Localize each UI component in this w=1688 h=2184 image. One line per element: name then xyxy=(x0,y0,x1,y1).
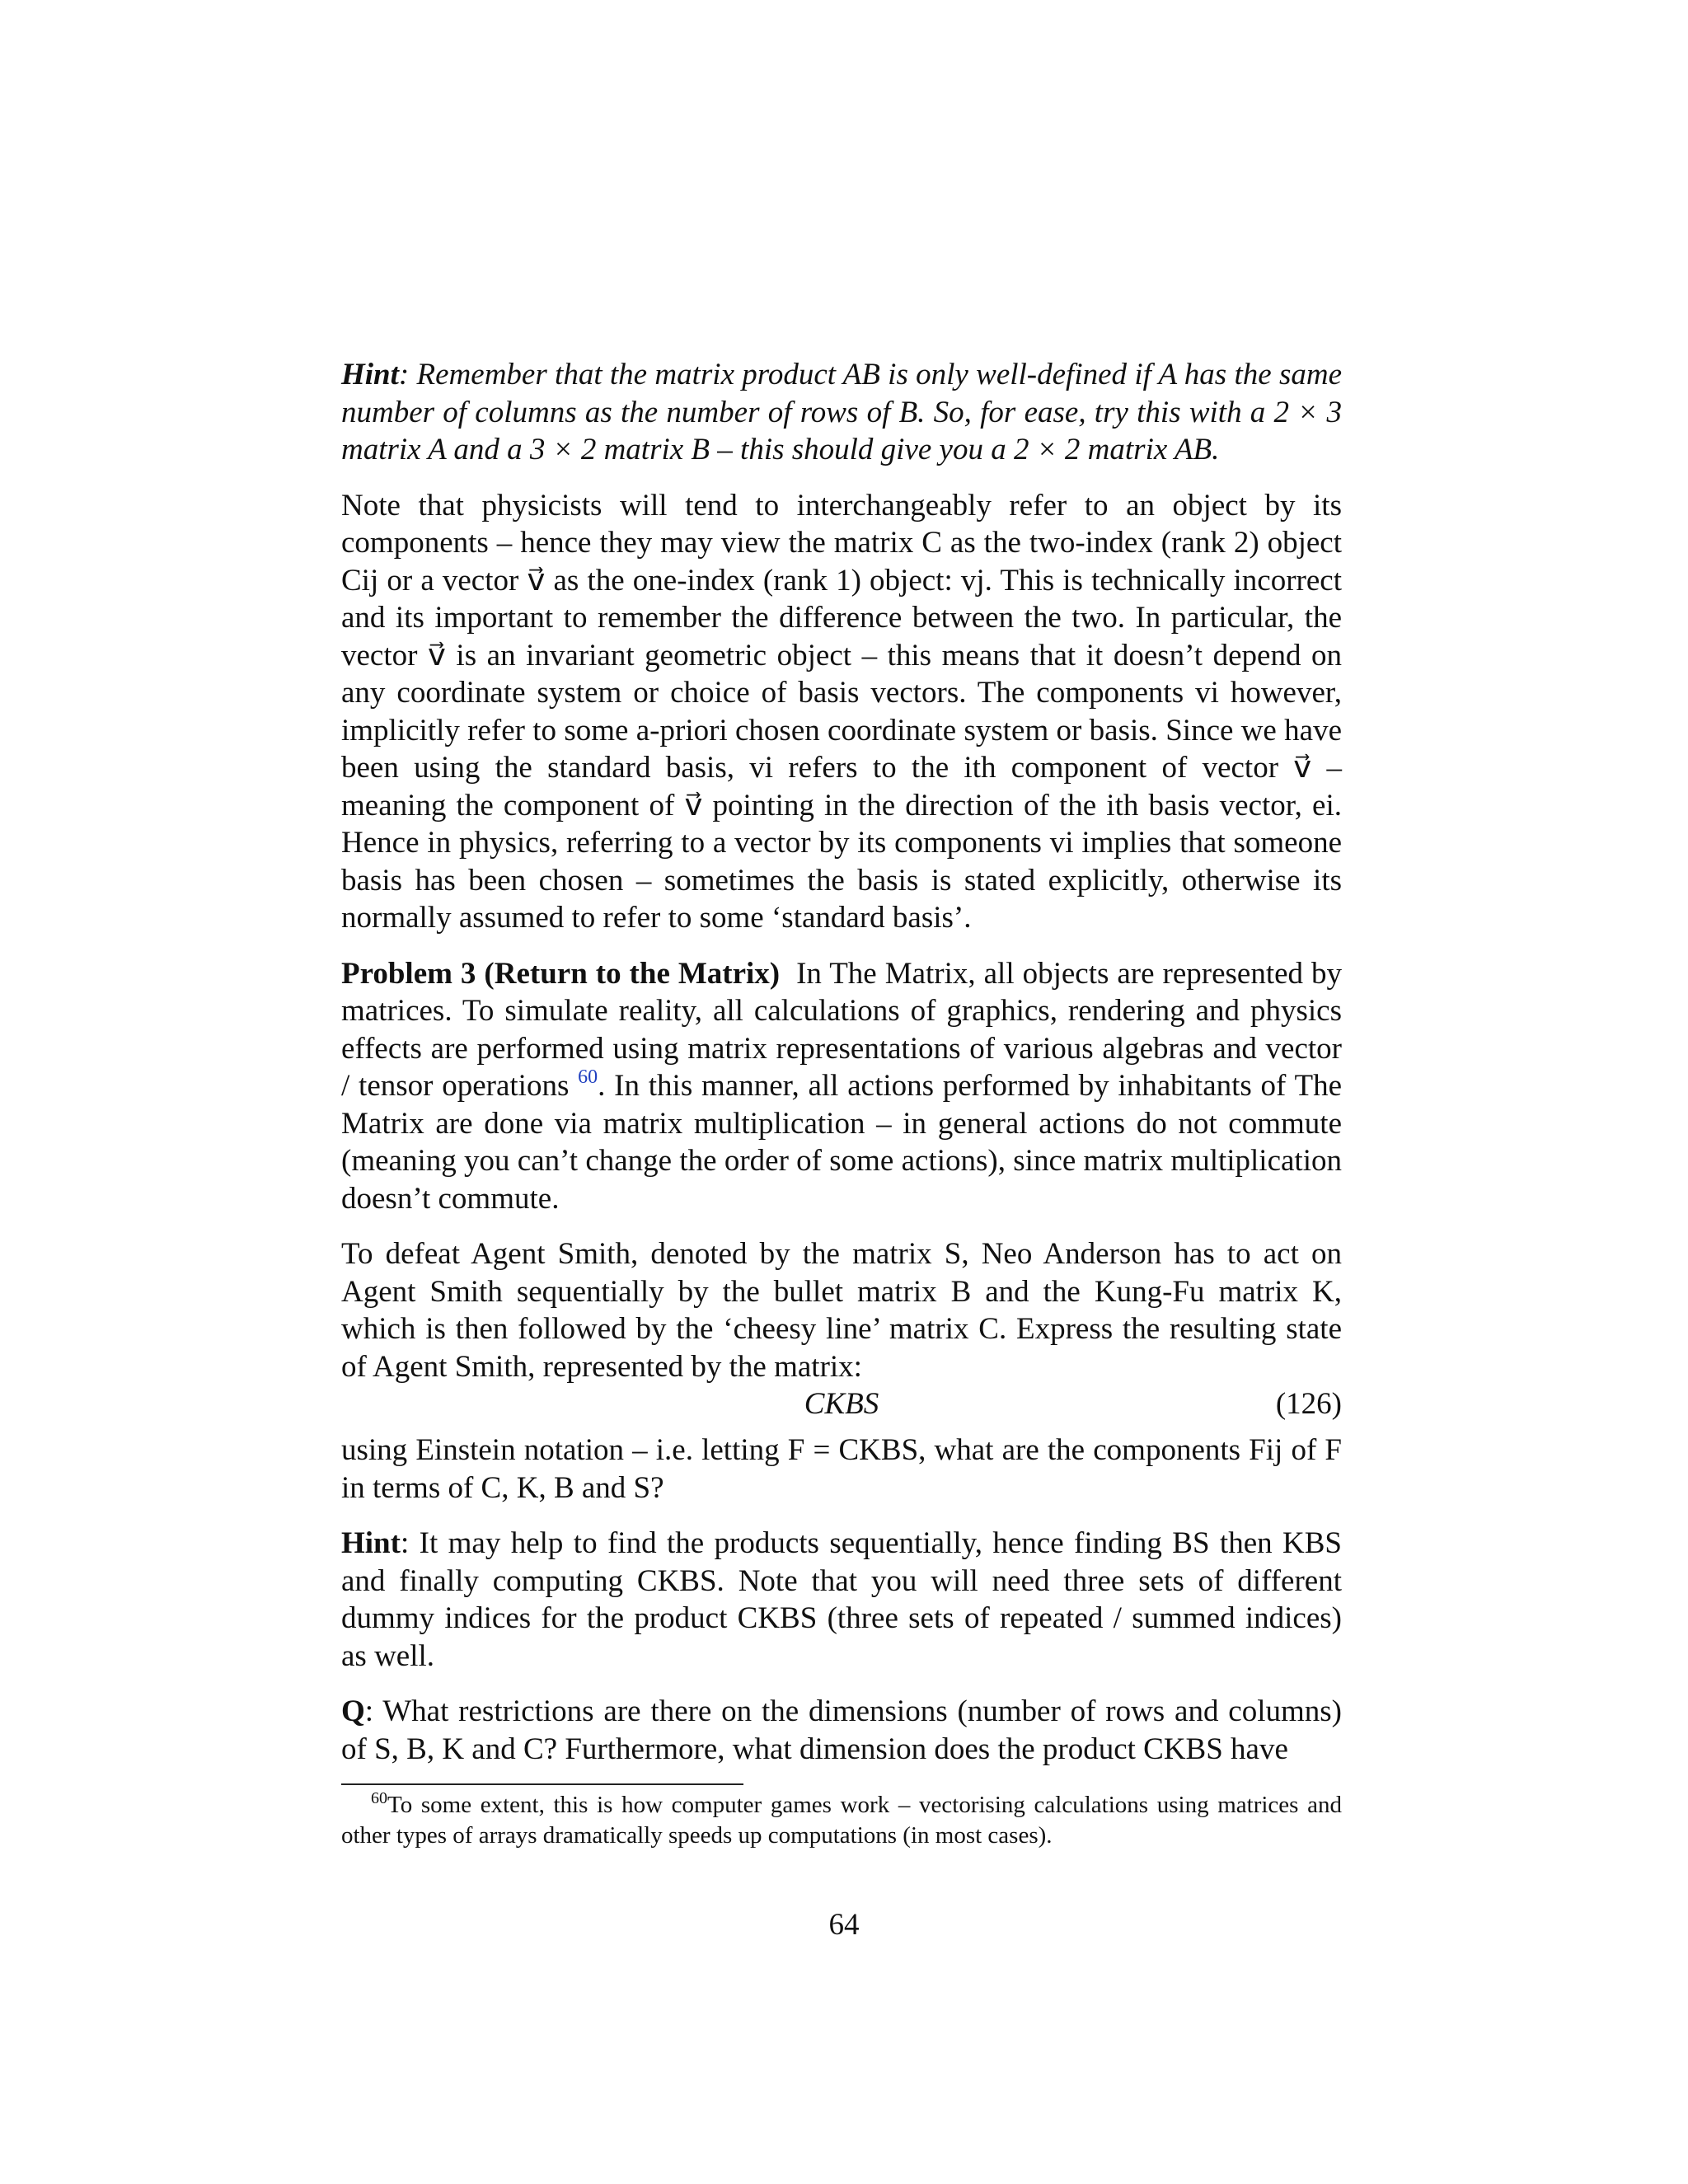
problem-3-text-continued: . In this manner, all actions performed by inhabitants of The Matrix are done via matrix multiplication – in general actions do not commute (meaning you can’t change the order of some actions), since matrix multiplication doesn’t commute. xyxy=(341,1069,1343,1216)
hint-paragraph xyxy=(341,356,1342,469)
footnote-60 xyxy=(341,1790,1342,1851)
problem-3-text: In The Matrix, all objects are represented by matrices. To simulate reality, all calculations of graphics, rendering and physics effects are performed using matrix representations of various algebras and vector / tensor operations xyxy=(341,956,1343,1103)
problem-3-title: Problem 3 (Return to the Matrix) xyxy=(341,956,781,991)
problem-3-paragraph xyxy=(341,955,1342,1218)
einstein-notation-paragraph: using Einstein notation – i.e. letting F = CKBS, what are the components Fij of F in terms of C, K, B and S? xyxy=(341,1433,1342,1505)
question-label: Q xyxy=(341,1694,365,1728)
equation-number: (126) xyxy=(1275,1387,1342,1421)
footnote-reference-60[interactable]: 60 xyxy=(578,1066,598,1088)
equation-expression: CKBS xyxy=(804,1387,879,1421)
hint-2-label: Hint xyxy=(341,1526,401,1560)
footnote-rule xyxy=(341,1783,743,1785)
footnote-mark: 60 xyxy=(371,1789,387,1807)
hint-label: Hint xyxy=(341,358,399,391)
footnote-text: To some extent, this is how computer games work – vectorising calculations using matrices and other types of arrays dramatically speeds up computations (in most cases). xyxy=(341,1792,1342,1849)
hint-2-text: : It may help to find the products sequentially, hence finding BS then KBS and finally computing CKBS. Note that you will need three sets of different dummy indices for the product CKBS (three sets of repeated / summed indices) as well. xyxy=(341,1526,1342,1673)
page-body xyxy=(341,356,1342,1768)
equation-126 xyxy=(341,1385,1342,1423)
agent-smith-paragraph: To defeat Agent Smith, denoted by the matrix S, Neo Anderson has to act on Agent Smith sequentially by the bullet matrix B and the Kung-Fu matrix K, which is then followed by the ‘cheesy line’ matrix C. Express the resulting state of Agent Smith, represented by the matrix: xyxy=(341,1237,1342,1384)
page-number: 64 xyxy=(828,1908,860,1942)
hint-text: : Remember that the matrix product AB is only well-defined if A has the same number of columns as the number of rows of B. So, for ease, try this with a 2 × 3 matrix A and a 3 × 2 matrix B – this should give you a 2 × 2 matrix AB. xyxy=(341,358,1342,466)
question-text: : What restrictions are there on the dimensions (number of rows and columns) of S, B, K and C? Furthermore, what dimension does the product CKBS have xyxy=(341,1694,1342,1766)
question-paragraph xyxy=(341,1693,1342,1768)
hint-2-paragraph xyxy=(341,1525,1342,1675)
note-paragraph: Note that physicists will tend to interchangeably refer to an object by its components – hence they may view the matrix C as the two-index (rank 2) object Cij or a vector v⃗ as the one-index (rank 1) object: vj. This is technically incorrect and its important to remember the difference between the two. In particular, the vector v⃗ is an invariant geometric object – this means that it doesn’t depend on any coordinate system or choice of basis vectors. The components vi however, implicitly refer to some a-priori chosen coordinate system or basis. Since we have been using the standard basis, vi refers to the ith component of vector v⃗ – meaning the component of v⃗ pointing in the direction of the ith basis vector, ei. Hence in physics, referring to a vector by its components vi implies that someone basis has been chosen – sometimes the basis is stated explicitly, otherwise its normally assumed to refer to some ‘standard basis’. xyxy=(341,488,1342,935)
